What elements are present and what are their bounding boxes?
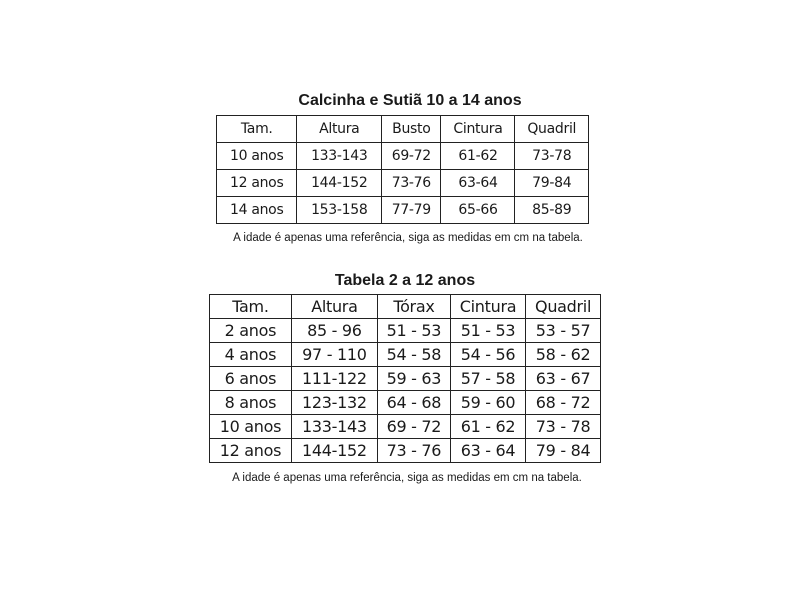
column-header: Quadril: [526, 295, 601, 319]
table-row: [210, 391, 601, 415]
measure-cell: 133-143: [291, 415, 377, 439]
table1-body: [217, 116, 589, 224]
column-header: Tórax: [378, 295, 451, 319]
column-header: Cintura: [450, 295, 525, 319]
measure-cell: 61-62: [441, 143, 515, 170]
table1-note: A idade é apenas uma referência, siga as medidas em cm na tabela.: [233, 232, 583, 244]
measure-cell: 153-158: [297, 197, 382, 224]
measure-cell: 69 - 72: [378, 415, 451, 439]
column-header: Tam.: [210, 295, 292, 319]
measure-cell: 73 - 76: [378, 439, 451, 463]
measure-cell: 69-72: [382, 143, 441, 170]
measure-cell: 73-78: [515, 143, 589, 170]
size-cell: 12 anos: [217, 170, 297, 197]
size-cell: 10 anos: [210, 415, 292, 439]
measure-cell: 144-152: [291, 439, 377, 463]
measure-cell: 64 - 68: [378, 391, 451, 415]
measure-cell: 73-76: [382, 170, 441, 197]
column-header: Altura: [297, 116, 382, 143]
measure-cell: 53 - 57: [526, 319, 601, 343]
size-cell: 14 anos: [217, 197, 297, 224]
column-header: Altura: [291, 295, 377, 319]
table1-title: Calcinha e Sutiã 10 a 14 anos: [298, 92, 522, 109]
size-cell: 2 anos: [210, 319, 292, 343]
table-row: [210, 319, 601, 343]
table-row: [217, 143, 589, 170]
table-row: [217, 170, 589, 197]
size-table-2-12: [209, 294, 601, 463]
table-row: [210, 439, 601, 463]
measure-cell: 63 - 64: [450, 439, 525, 463]
measure-cell: 61 - 62: [450, 415, 525, 439]
measure-cell: 73 - 78: [526, 415, 601, 439]
table2-note: A idade é apenas uma referência, siga as medidas em cm na tabela.: [232, 472, 582, 484]
measure-cell: 123-132: [291, 391, 377, 415]
table-row: [210, 415, 601, 439]
measure-cell: 97 - 110: [291, 343, 377, 367]
measure-cell: 58 - 62: [526, 343, 601, 367]
size-cell: 6 anos: [210, 367, 292, 391]
measure-cell: 59 - 63: [378, 367, 451, 391]
column-header: Cintura: [441, 116, 515, 143]
table-row: [217, 197, 589, 224]
measure-cell: 144-152: [297, 170, 382, 197]
measure-cell: 79-84: [515, 170, 589, 197]
measure-cell: 57 - 58: [450, 367, 525, 391]
measure-cell: 79 - 84: [526, 439, 601, 463]
table2-body: [210, 295, 601, 463]
header-row: [217, 116, 589, 143]
table-row: [210, 343, 601, 367]
measure-cell: 59 - 60: [450, 391, 525, 415]
column-header: Busto: [382, 116, 441, 143]
measure-cell: 54 - 56: [450, 343, 525, 367]
size-cell: 4 anos: [210, 343, 292, 367]
measure-cell: 51 - 53: [378, 319, 451, 343]
size-cell: 10 anos: [217, 143, 297, 170]
header-row: [210, 295, 601, 319]
measure-cell: 133-143: [297, 143, 382, 170]
size-cell: 12 anos: [210, 439, 292, 463]
table2-title: Tabela 2 a 12 anos: [334, 272, 476, 289]
measure-cell: 63-64: [441, 170, 515, 197]
measure-cell: 54 - 58: [378, 343, 451, 367]
measure-cell: 85 - 96: [291, 319, 377, 343]
size-cell: 8 anos: [210, 391, 292, 415]
column-header: Quadril: [515, 116, 589, 143]
measure-cell: 77-79: [382, 197, 441, 224]
table-row: [210, 367, 601, 391]
measure-cell: 68 - 72: [526, 391, 601, 415]
measure-cell: 63 - 67: [526, 367, 601, 391]
size-table-10-14: [216, 115, 589, 224]
measure-cell: 65-66: [441, 197, 515, 224]
measure-cell: 111-122: [291, 367, 377, 391]
column-header: Tam.: [217, 116, 297, 143]
measure-cell: 85-89: [515, 197, 589, 224]
measure-cell: 51 - 53: [450, 319, 525, 343]
